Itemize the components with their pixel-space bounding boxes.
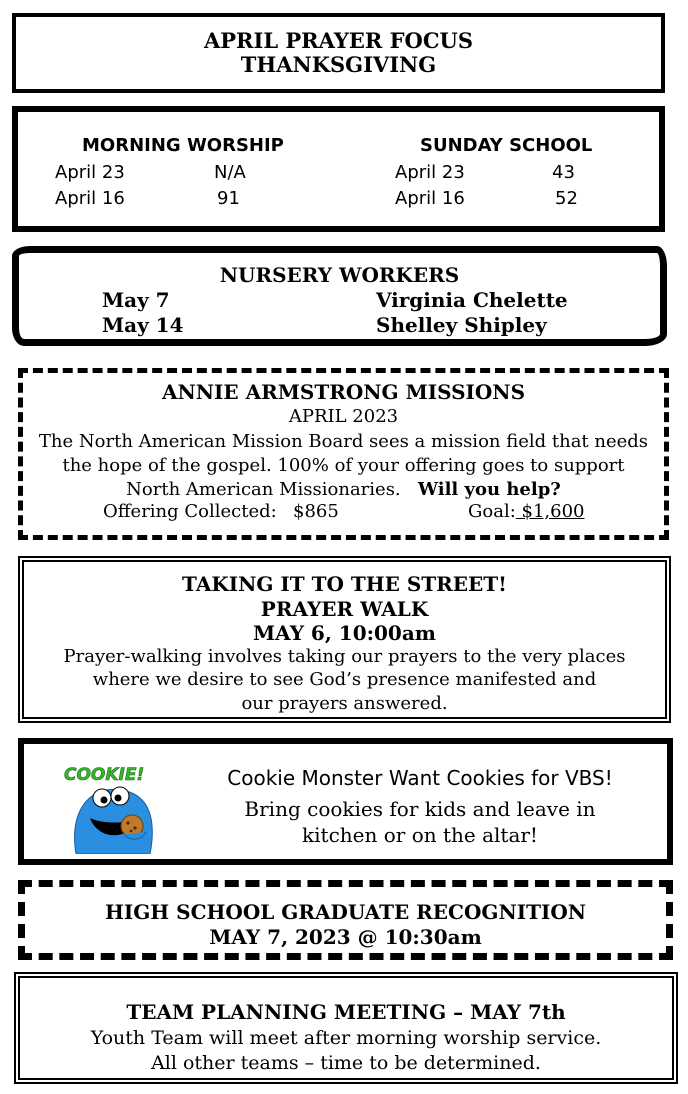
cookie-logo-text: COOKIE!	[64, 765, 145, 785]
prayer-walk-line-3: MAY 6, 10:00am	[253, 621, 436, 645]
annie-body	[33, 430, 654, 502]
prayer-focus-box	[12, 13, 665, 93]
team-line-1: Youth Team will meet after morning worship service.	[90, 1027, 602, 1049]
mw-row-2-value: 91	[217, 188, 240, 209]
team-planning-box	[14, 972, 678, 1084]
annie-line-3	[33, 478, 654, 502]
ss-row-2-date: April 16	[395, 188, 465, 209]
prayer-focus-subtitle: THANKSGIVING	[240, 52, 437, 77]
annie-subheading: APRIL 2023	[288, 406, 399, 427]
sunday-school-heading: SUNDAY SCHOOL	[420, 135, 593, 156]
annie-armstrong-box	[18, 368, 669, 540]
mw-row-1-value: N/A	[214, 162, 246, 183]
offering-collected-label: Offering Collected:	[103, 501, 277, 522]
ss-row-1-value: 43	[552, 162, 575, 183]
morning-worship-heading: MORNING WORSHIP	[82, 135, 284, 156]
prayer-walk-para-1: Prayer-walking involves taking our prayers to the very places	[63, 646, 626, 667]
team-heading: TEAM PLANNING MEETING – MAY 7th	[126, 1000, 566, 1024]
nursery-row-1-name: Virginia Chelette	[376, 288, 568, 312]
team-line-2: All other teams – time to be determined.	[151, 1052, 541, 1074]
graduate-line-1: HIGH SCHOOL GRADUATE RECOGNITION	[104, 900, 587, 924]
nursery-box	[12, 246, 667, 346]
prayer-walk-para-3: our prayers answered.	[241, 693, 448, 714]
cookie-monster-icon	[62, 760, 158, 854]
offering-collected-value: $865	[293, 501, 339, 522]
goal-label: Goal:	[468, 501, 516, 522]
goal	[468, 501, 585, 522]
cookie-heading: Cookie Monster Want Cookies for VBS!	[227, 766, 613, 790]
mw-row-1-date: April 23	[55, 162, 125, 183]
annie-line-2: the hope of the gospel. 100% of your offering goes to support	[62, 455, 625, 476]
ss-row-2-value: 52	[555, 188, 578, 209]
prayer-walk-para-2: where we desire to see God’s presence manifested and	[92, 669, 597, 690]
prayer-walk-line-1: TAKING IT TO THE STREET!	[182, 572, 507, 596]
nursery-row-2-date: May 14	[102, 313, 184, 337]
cookie-line-2: kitchen or on the altar!	[302, 823, 538, 847]
nursery-row-2-name: Shelley Shipley	[376, 313, 547, 337]
goal-value: $1,600	[515, 501, 585, 522]
annie-heading: ANNIE ARMSTRONG MISSIONS	[161, 380, 526, 404]
graduate-line-2: MAY 7, 2023 @ 10:30am	[209, 925, 482, 949]
nursery-heading: NURSERY WORKERS	[219, 263, 460, 287]
prayer-walk-line-2: PRAYER WALK	[260, 597, 429, 621]
cookie-line-1: Bring cookies for kids and leave in	[244, 797, 596, 821]
cookie-box	[18, 738, 673, 865]
annie-line-3-text: North American Missionaries.	[126, 479, 401, 500]
prayer-focus-title: APRIL PRAYER FOCUS	[203, 28, 474, 53]
ss-row-1-date: April 23	[395, 162, 465, 183]
graduate-box	[18, 880, 673, 960]
nursery-row-1-date: May 7	[102, 288, 170, 312]
mw-row-2-date: April 16	[55, 188, 125, 209]
annie-line-1: The North American Mission Board sees a mission field that needs	[38, 431, 649, 452]
prayer-walk-box	[18, 556, 671, 723]
annie-ask: Will you help?	[417, 479, 561, 500]
attendance-box	[12, 106, 665, 232]
